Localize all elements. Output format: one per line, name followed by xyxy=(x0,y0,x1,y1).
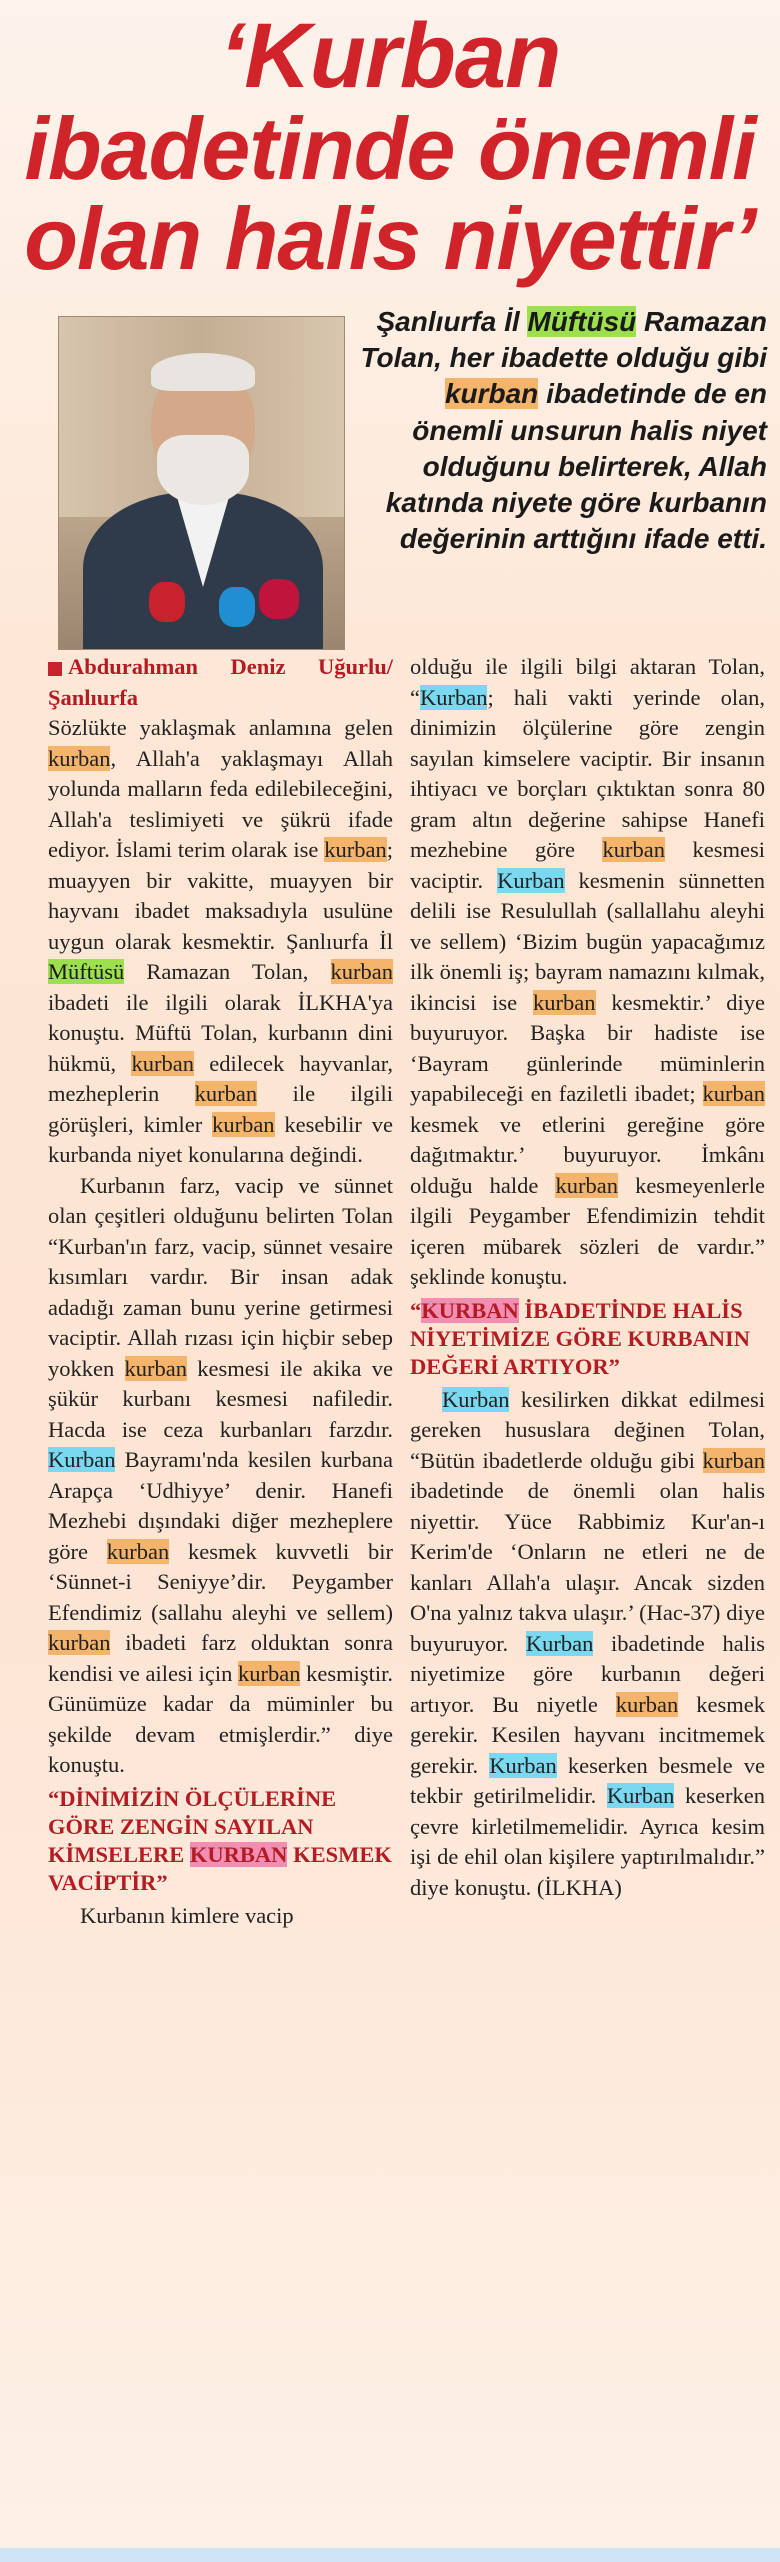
microphone-icon xyxy=(219,587,255,627)
highlight: Kurban xyxy=(525,1630,594,1656)
highlight: Müftüsü xyxy=(527,306,637,337)
highlight: Kurban xyxy=(442,1386,510,1412)
highlight: kurban xyxy=(124,1355,187,1381)
bottom-bar xyxy=(0,2548,780,2562)
highlight: kurban xyxy=(237,1660,301,1686)
highlight: Kurban xyxy=(606,1783,675,1808)
highlight: Müftüsü xyxy=(48,959,125,984)
highlight: Kurban xyxy=(489,1752,557,1778)
highlight: Kurban xyxy=(48,1447,116,1472)
highlight: kurban xyxy=(324,837,387,862)
highlight: Kurban xyxy=(497,867,565,893)
bullet-square-icon xyxy=(48,662,62,676)
paragraph: Kurbanın farz, vacip ve sünnet olan çeşitleri olduğunu belirten Tolan “Kurban'ın farz, vacip, sünnet vesaire kısımları vardır. Bir insan adak adadığı zaman bunu yerine getirmesi vaciptir. Allah rızası için hiçbir sebep yokken kurban kesmesi ile akika ve şükür kurbanı kesmesi nafiledir. Hacda ise ceza kurbanları farzdır. Kurban Bayramı'nda kesilen kurbana Arapça ‘Udhiyye’ denir. Hanefi Mezhebi dışındaki diğer mezheplere göre kurban kesmek kuvvetli bir ‘Sünnet-i Seniyye’dir. Peygamber Efendimiz (sallahu aleyhi ve sellem) kurban ibadeti farz olduktan sonra kendisi ve ailesi için kurban kesmiştir. Günümüze kadar da müminler bu şekilde devam etmişlerdir.” diye konuştu. xyxy=(48,1172,393,1777)
microphone-icon xyxy=(149,582,185,622)
highlight: kurban xyxy=(330,959,393,984)
highlight: kurban xyxy=(533,989,596,1015)
headline-line-1: ‘Kurban xyxy=(219,5,561,107)
highlight: kurban xyxy=(555,1172,618,1198)
subheading: “DİNİMİZİN ÖLÇÜLERİNE GÖRE ZENGİN SAYILAN KİMSELERE KURBAN KESMEK VACİPTİR” xyxy=(48,1785,392,1895)
lead-paragraph: Şanlıurfa İl Müftüsü Ramazan Tolan, her ibadette olduğu gibi kurban ibadetinde de en önemli unsurun halis niyet olduğunu belirterek, Allah katında niyete göre kurbanın değerinin arttığını ifade etti. xyxy=(360,306,767,555)
highlight: kurban xyxy=(131,1050,194,1076)
highlight: kurban xyxy=(702,1447,765,1473)
microphone-icon xyxy=(259,579,299,619)
subheading: “KURBAN İBADETİNDE HALİS NİYETİMİZE GÖRE KURBANIN DEĞERİ ARTIYOR” xyxy=(410,1297,751,1379)
headline-line-2: ibadetinde önemli xyxy=(24,99,756,198)
highlight: kurban xyxy=(48,1630,111,1655)
highlight: kurban xyxy=(444,378,539,410)
paragraph: olduğu ile ilgili bilgi aktaran Tolan, “Kurban; hali vakti yerinde olan, dinimizin ölçülerine göre zengin sayılan kimselere vaciptir. Bir insanın ihtiyacı ve borçları çıktıktan sonra 80 gram altın değerine sahipse Hanefi mezhebine göre kurban kesmesi vaciptir. Kurban kesmenin sünnetten delili ise Resulullah (sallallahu aleyhi ve sellem) ‘Bizim bugün yapacağımız ilk önemli iş; bayram namazını kılmak, ikincisi ise kurban kesmektir.’ diye buyuruyor. Başka bir hadiste ise ‘Bayram günlerinde müminlerin yapabileceği en faziletli ibadet; kurban kesmek ve etlerini gereğine göre dağıtmaktır.’ buyuruyor. İmkânı olduğu halde kurban kesmeyenlerle ilgili Peygamber Efendimizin tehdit içeren mübarek sözleri de vardır.” şeklinde konuştu. xyxy=(410,654,766,1289)
highlight: kurban xyxy=(702,1081,765,1106)
highlight: Kurban xyxy=(420,684,488,710)
headline-line-3: olan halis niyettir’ xyxy=(24,189,756,288)
highlight: kurban xyxy=(106,1538,170,1564)
byline: Abdurahman Deniz Uğurlu/Şanlıurfa xyxy=(48,654,393,710)
column-1 xyxy=(48,652,393,1931)
highlight: kurban xyxy=(602,837,665,862)
highlight: kurban xyxy=(212,1111,275,1137)
column-2 xyxy=(410,652,765,1903)
highlight: kurban xyxy=(48,745,111,771)
highlight: kurban xyxy=(194,1081,258,1106)
paragraph: Kurbanın kimlere vacip xyxy=(80,1902,294,1928)
paragraph: Sözlükte yaklaşmak anlamına gelen kurban, Allah'a yaklaşmayı Allah yolunda malların feda edilebileceğini, Allah'a teslimiyeti ve şükrü ifade ediyor. İslami terim olarak ise kurban; muayyen bir vakitte, muayyen bir hayvanı ibadet maksadıyla usulüne uygun olarak kesmektir. Şanlıurfa İl Müftüsü Ramazan Tolan, kurban ibadeti ile ilgili olarak İLKHA'ya konuştu. Müftü Tolan, kurbanın dini hükmü, kurban edilecek hayvanlar, mezheplerin kurban ile ilgili görüşleri, kimler kurban kesebilir ve kurbanda niyet konularına değindi. xyxy=(48,715,394,1167)
headline xyxy=(0,0,780,300)
article-photo xyxy=(58,316,345,650)
paragraph: Kurban kesilirken dikkat edilmesi gereken hususlara değinen Tolan, “Bütün ibadetlerde olduğu gibi kurban ibadetinde de önemli olan halis niyettir. Yüce Rabbimiz Kur'an-ı Kerim'de ‘Onların ne etleri ne de kanları Allah'a ulaşır. Ancak sizden O'na yalnız takva ulaşır.’ (Hac-37) diye buyuruyor. Kurban ibadetinde halis niyetimize göre kurbanın değeri artıyor. Bu niyetle kurban kesmek gerekir. Kesilen hayvanı incitmemek gerekir. Kurban keserken besmele ve tekbir getirilmelidir. Kurban keserken çevre kirletilmemelidir. Ayrıca kesim işi de ehil olan kişilere yaptırılmalıdır.” diye konuştu. (İLKHA) xyxy=(410,1386,765,1900)
highlight: kurban xyxy=(615,1691,679,1717)
